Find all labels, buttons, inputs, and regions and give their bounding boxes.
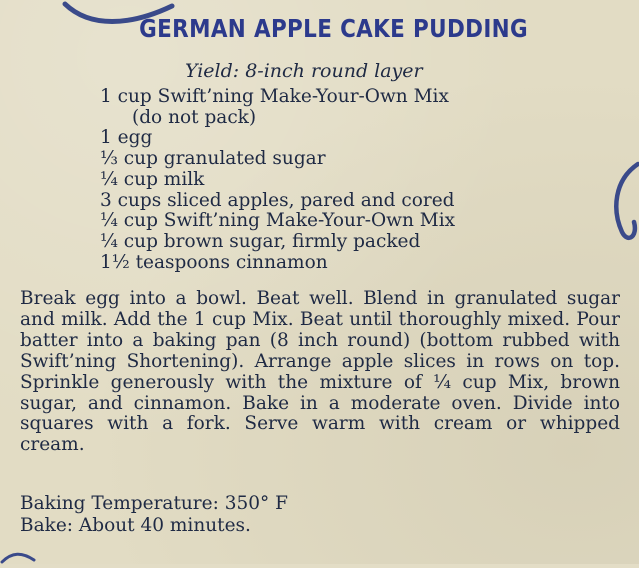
- ingredient-item: 3 cups sliced apples, pared and cored: [100, 189, 455, 211]
- decorative-swirl-bottom-left: [0, 548, 40, 568]
- decorative-swirl-right: [604, 160, 639, 250]
- ingredient-item: 1 egg: [100, 127, 153, 149]
- ingredient-item: 1½ teaspoons cinnamon: [100, 251, 328, 273]
- ingredient-item: ⅓ cup granulated sugar: [100, 148, 326, 170]
- baking-temperature: Baking Temperature: 350° F: [20, 493, 288, 514]
- recipe-title: GERMAN APPLE CAKE PUDDING: [139, 14, 529, 43]
- ingredient-item: 1 cup Swift’ning Make-Your-Own Mix: [100, 86, 449, 107]
- ingredient-item: ¼ cup milk: [100, 168, 205, 190]
- ingredient-note: (do not pack): [132, 106, 257, 128]
- ingredient-list: [100, 87, 455, 273]
- recipe-yield: Yield: 8-inch round layer: [185, 60, 423, 82]
- recipe-directions: Break egg into a bowl. Beat well. Blend in granulated sugar and milk. Add the 1 cup Mix. Beat until thoroughly mixed. Pour batter into a baking pan (8 inch round) (bottom rubbed with Swift’ning Shortening). Arrange apple slices in rows on top. Sprinkle generously with the mixture of ¼ cup Mix, brown sugar, and cinnamon. Bake in a moderate oven. Divide into squares with a fork. Serve warm with cream or whipped cream.: [20, 288, 620, 456]
- ingredient-item: ¼ cup Swift’ning Make-Your-Own Mix: [100, 210, 456, 232]
- ingredient-item: ¼ cup brown sugar, firmly packed: [100, 230, 421, 252]
- bake-time: Bake: About 40 minutes.: [20, 515, 251, 536]
